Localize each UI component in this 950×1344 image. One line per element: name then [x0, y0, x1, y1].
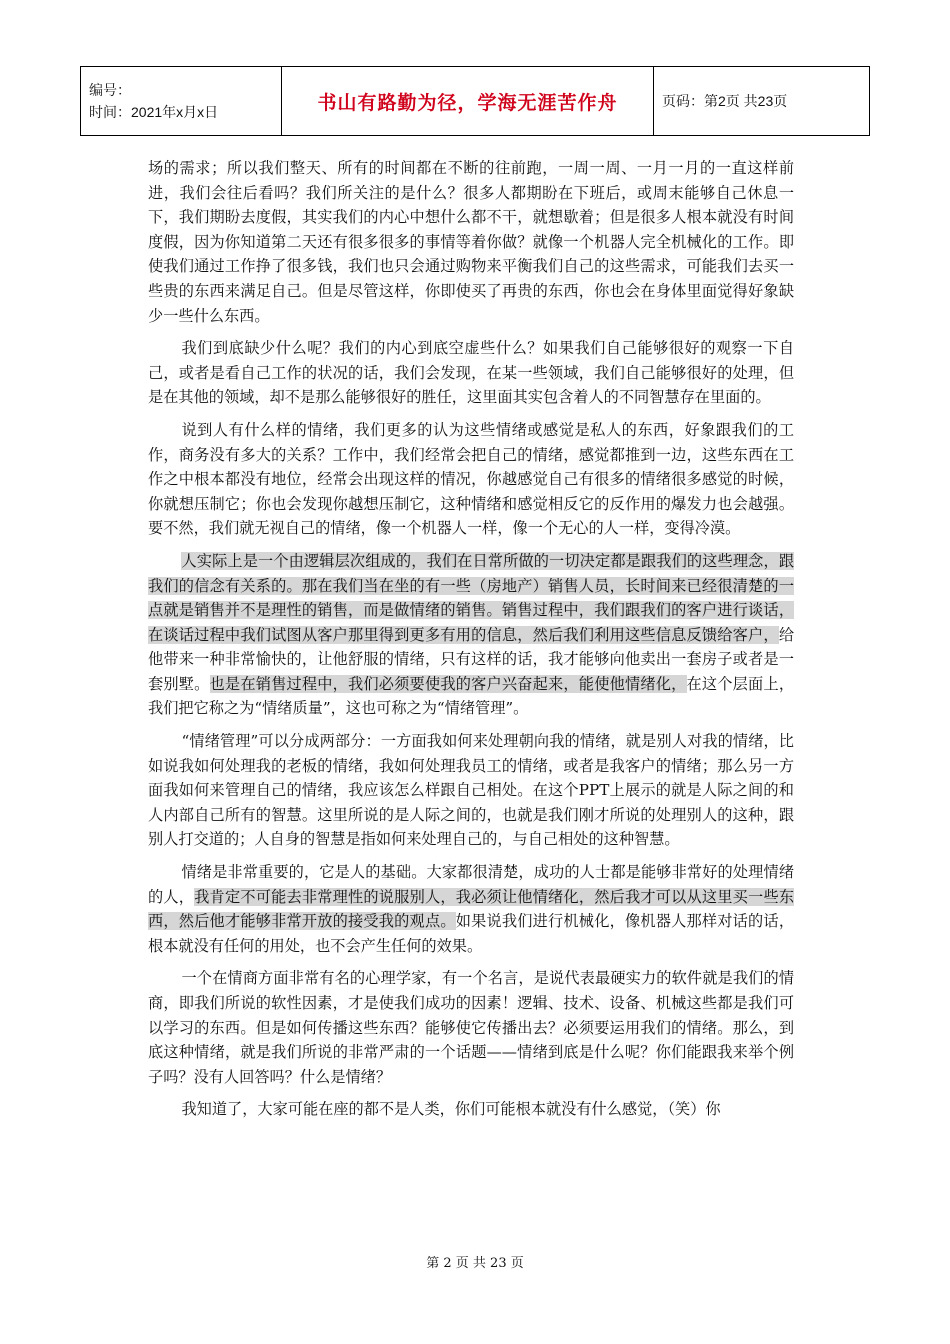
paragraph-7: 一个在情商方面非常有名的心理学家，有一个名言，是说代表最硬实力的软件就是我们的情商，即我们所说的软性因素，才是使我们成功的因素！逻辑、技术、设备、机械这些都是我们可以学习的东西。但是如何传播这些东西？能够使它传播出去？必须要运用我们的情绪。那么，到底这种情绪，就是我们所说的非常严肃的一个话题——情绪到底是什么呢？你们能跟我来举个例子吗？没有人回答吗？什么是情绪？: [148, 969, 794, 1086]
paragraph-text: 如果说我们进行机械化，像机器人那样对话的话，根本就没有任何的用处，也不会产生任何的效果。: [148, 912, 795, 955]
paragraph-1: 场的需求；所以我们整天、所有的时间都在不断的往前跑，一周一周、一月一月的一直这样前进，我们会往后看吗？我们所关注的是什么？很多人都期盼在下班后，或周末能够自己休息一下，我们期盼去度假，其实我们的内心中想什么都不干，就想歇着；但是很多人根本就没有时间度假，因为你知道第二天还有很多很多的事情等着你做？就像一个机器人完全机械化的工作。即使我们通过工作挣了很多钱，我们也只会通过购物来平衡我们自己的这些需求，可能我们去买一些贵的东西来满足自己。但是尽管这样，你即使买了再贵的东西，你也会在身体里面觉得好象缺少一些什么东西。: [148, 159, 794, 325]
paragraph-2: 我们到底缺少什么呢？我们的内心到底空虚些什么？如果我们自己能够很好的观察一下自己，或者是看自己工作的状况的话，我们会发现，在某一些领域，我们自己能够很好的处理，但是在其他的领域，却不是那么能够很好的胜任，这里面其实包含着人的不同智慧存在里面的。: [148, 339, 794, 407]
paragraph-6: [148, 860, 794, 958]
paragraph-4: [148, 549, 794, 721]
page-footer: 第 2 页 共 23 页: [426, 1256, 524, 1271]
document-number: 编号：: [89, 82, 131, 98]
header-page-number: 页码：第2页 共23页: [654, 67, 870, 136]
paragraph-8: 我知道了，大家可能在座的都不是人类，你们可能根本就没有什么感觉，（笑）你: [181, 1100, 721, 1119]
header-motto: 书山有路勤为径，学海无涯苦作舟: [282, 67, 654, 136]
document-header: [80, 66, 870, 136]
highlighted-text: 我肯定不可能去非常理性的说服别人，我必须让他情绪化，然后我才可以从这里买一些东西，然后他才能够非常开放的接受我的观点。: [148, 887, 795, 931]
paragraph-5: “情绪管理”可以分成两部分：一方面我如何来处理朝向我的情绪，就是别人对我的情绪，比如说我如何处理我的老板的情绪，我如何处理我员工的情绪，或者是我客户的情绪；那么另一方面我如何来管理自己的情绪，我应该怎么样跟自己相处。在这个PPT上展示的就是人际之间的和人内部自己所有的智慧。这里所说的是人际之间的，也就是我们刚才所说的处理别人的这种，跟别人打交道的；人自身的智慧是指如何来处理自己的，与自己相处的这种智慧。: [148, 732, 794, 849]
paragraph-text: 在这个层面上，我们把它称之为“情绪质量”，这也可称之为“情绪管理”。: [148, 674, 795, 718]
document-body: [148, 156, 794, 1130]
paragraph-text: 给他带来一种非常愉快的，让他舒服的情绪，只有这样的话，我才能够向他卖出一套房子或者是一套别墅。: [148, 625, 794, 693]
highlighted-text: 也是在销售过程中，我们必须要使我的客户兴奋起来，能使他情绪化，: [209, 674, 687, 693]
paragraph-text: 情绪是非常重要的，它是人的基础。大家都很清楚，成功的人士都是能够非常好的处理情绪的人，: [148, 863, 794, 906]
document-date: 时间：2021年x月x日: [89, 104, 219, 120]
highlighted-text: 人实际上是一个由逻辑层次组成的，我们在日常所做的一切决定都是跟我们的这些理念，跟我们的信念有关系的。那在我们当在坐的有一些（房地产）销售人员，长时间来已经很清楚的一点就是销售并不是理性的销售，而是做情绪的销售。销售过程中，我们跟我们的客户进行谈话，在谈话过程中我们试图从客户那里得到更多有用的信息，然后我们利用这些信息反馈给客户，: [148, 551, 794, 644]
paragraph-3: 说到人有什么样的情绪，我们更多的认为这些情绪或感觉是私人的东西，好象跟我们的工作，商务没有多大的关系？工作中，我们经常会把自己的情绪，感觉都推到一边，这些东西在工作之中根本都没有地位，经常会出现这样的情况，你越感觉自己有很多的情绪很多感觉的时候，你就想压制它；你也会发现你越想压制它，这种情绪和感觉相反它的反作用的爆发力也会越强。要不然，我们就无视自己的情绪，像一个机器人一样，像一个无心的人一样，变得冷漠。: [148, 420, 794, 538]
header-meta-cell: [81, 67, 282, 136]
